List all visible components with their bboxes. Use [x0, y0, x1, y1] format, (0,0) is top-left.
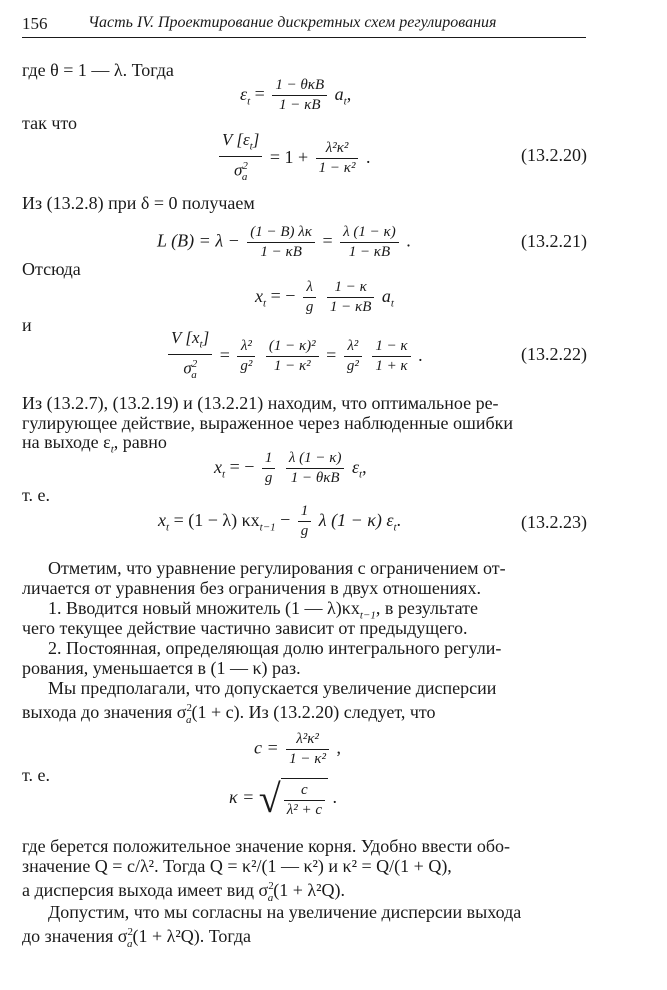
equation-6: $x_t$ = − $\frac{1}{g}$ $\frac{\lambda (1 - \kappa)}{\text{1 − θκB}}$ $\varepsilon_t$, — [214, 450, 367, 486]
para1-line-3: на выходе $\varepsilon_t$, равно — [22, 432, 167, 456]
equation-1: $\varepsilon_t$ = $\frac{\text{1 − θκB}}{1 - \kappa B}$ $a_t$, — [240, 77, 352, 113]
text-line-6: т. е. — [22, 485, 51, 505]
eq9-square-root: √ $\frac{c}{\text{λ² + c}}$ — [259, 778, 328, 820]
eq4-fraction-1: $\frac{\lambda}{g}$ — [303, 278, 317, 317]
eq3-fraction-1: $\frac{(1 - B) \lambda\kappa}{1 - \kappa B}$ — [247, 223, 315, 262]
running-header — [22, 10, 586, 36]
para7-line-1: Допустим, что мы согласны на увеличение дисперсии выхода — [48, 902, 522, 922]
equation-3: L (B) = λ − $\frac{(1 - B) \lambda\kappa}{1 - \kappa B}$ = $\frac{\lambda (1 - \kappa)}{1 - \kappa B}$ . — [157, 224, 411, 260]
para6-line-3: а дисперсия выхода имеет вид $\sigma^2_a(1 + \lambda^2Q)$. — [22, 880, 345, 904]
eq-label-13-2-20: (13.2.20) — [521, 145, 587, 165]
text-line-4: Отсюда — [22, 259, 81, 279]
eq-label-13-2-22: (13.2.22) — [521, 344, 587, 364]
para4-line-2: рования, уменьшается в (1 — κ) раз. — [22, 658, 301, 678]
eq8-fraction: $\frac{\text{λ²κ²}}{\text{1 − κ²}}$ — [286, 730, 329, 769]
eq3-fraction-2: $\frac{\lambda (1 - \kappa)}{1 - \kappa B}$ — [340, 223, 399, 262]
eq6-fraction-2: $\frac{\lambda (1 - \kappa)}{\text{1 − θκB}}$ — [286, 449, 345, 488]
eq5-fraction-3: $\frac{\text{λ²}}{\text{g²}}$ — [344, 337, 362, 376]
equation-7: $x_t = (1 - \lambda) \kappa x_{t-1}$ − $\frac{1}{g}$ λ (1 − κ) $\varepsilon_t$. — [158, 503, 402, 539]
eq5-lhs-fraction: $\frac{V [x_t]}{\sigma^2_a}$ — [168, 328, 212, 385]
eq5-fraction-2: $\frac{\text{(1 − κ)²}}{\text{1 − κ²}}$ — [266, 337, 319, 376]
equation-8: c = $\frac{\text{λ²κ²}}{\text{1 − κ²}}$ , — [254, 731, 341, 767]
eq1-tail: $a_t$, — [334, 83, 352, 108]
text-line-5: и — [22, 315, 32, 335]
eq4-fraction-2: $\frac{1 - \kappa}{1 - \kappa B}$ — [327, 278, 374, 317]
header-rule — [22, 37, 586, 38]
eq2-rhs-fraction: $\frac{\text{λ²κ²}}{\text{1 − κ²}}$ — [316, 139, 359, 178]
page-number: 156 — [22, 14, 48, 33]
para1-line-2: гулирующее действие, выраженное через наблюденные ошибки — [22, 413, 513, 433]
eq-label-13-2-21: (13.2.21) — [521, 231, 587, 251]
equation-2: $\frac{V [\varepsilon_t]}{\sigma^2_a}$ = 1 + $\frac{\text{λ²κ²}}{\text{1 − κ²}}$ . — [216, 130, 370, 187]
eq1-lhs: $\varepsilon_t$ — [240, 83, 251, 108]
text-line-7: т. е. — [22, 765, 51, 785]
equation-4: $x_t$ = − $\frac{\lambda}{g}$ $\frac{1 - \kappa}{1 - \kappa B}$ $a_t$ — [255, 279, 394, 315]
para1-line-1: Из (13.2.7), (13.2.19) и (13.2.21) находим, что оптимальное ре- — [22, 393, 499, 413]
eq5-fraction-1: $\frac{\text{λ²}}{\text{g²}}$ — [237, 337, 255, 376]
equation-9: κ = √ $\frac{c}{\text{λ² + c}}$ . — [229, 776, 338, 821]
para4-line-1: 2. Постоянная, определяющая долю интегрального регули- — [48, 638, 502, 658]
para5-line-2: выхода до значения $\sigma^2_a(1 + c)$. Из (13.2.20) следует, что — [22, 702, 436, 726]
eq5-fraction-4: $\frac{1 - \kappa}{1 + \kappa}$ — [372, 337, 410, 376]
eq2-lhs-fraction: $\frac{V [\varepsilon_t]}{\sigma^2_a}$ — [219, 130, 262, 187]
para2-line-2: личается от уравнения без ограничения в двух отношениях. — [22, 578, 481, 598]
text-line-1: где θ = 1 — λ. Тогда — [22, 60, 174, 80]
eq1-fraction: $\frac{\text{1 − θκB}}{1 - \kappa B}$ — [272, 76, 327, 115]
para6-line-2: значение Q = c/λ². Тогда Q = κ²/(1 — κ²) и κ² = Q/(1 + Q), — [22, 856, 452, 876]
eq6-fraction-1: $\frac{1}{g}$ — [262, 449, 276, 488]
eq-label-13-2-23: (13.2.23) — [521, 512, 587, 532]
para6-line-1: где берется положительное значение корня. Удобно ввести обо- — [22, 836, 510, 856]
text-line-3: Из (13.2.8) при δ = 0 получаем — [22, 193, 255, 213]
equation-5: $\frac{V [x_t]}{\sigma^2_a}$ = $\frac{\text{λ²}}{\text{g²}}$ $\frac{\text{(1 − κ)²}}{\text{1 − κ²}}$ = $\frac{\text{λ²}}{\text{g²}}$ $\frac{1 - \kappa}{1 + \kappa}$ . — [165, 328, 423, 385]
para2-line-1: Отметим, что уравнение регулирования с ограничением от- — [48, 558, 506, 578]
eq7-fraction-1: $\frac{1}{g}$ — [298, 502, 312, 541]
para7-line-2: до значения $\sigma^2_a(1 + \lambda^2Q)$. Тогда — [22, 926, 252, 950]
para5-line-1: Мы предполагали, что допускается увеличение дисперсии — [48, 678, 497, 698]
running-title: Часть IV. Проектирование дискретных схем регулирования — [88, 14, 497, 31]
para3-line-1: 1. Вводится новый множитель (1 — $\lambda)\kappa x_{t-1}$, в результате — [48, 598, 478, 622]
para3-line-2: чего текущее действие частично зависит от предыдущего. — [22, 618, 468, 638]
text-line-2: так что — [22, 113, 78, 133]
